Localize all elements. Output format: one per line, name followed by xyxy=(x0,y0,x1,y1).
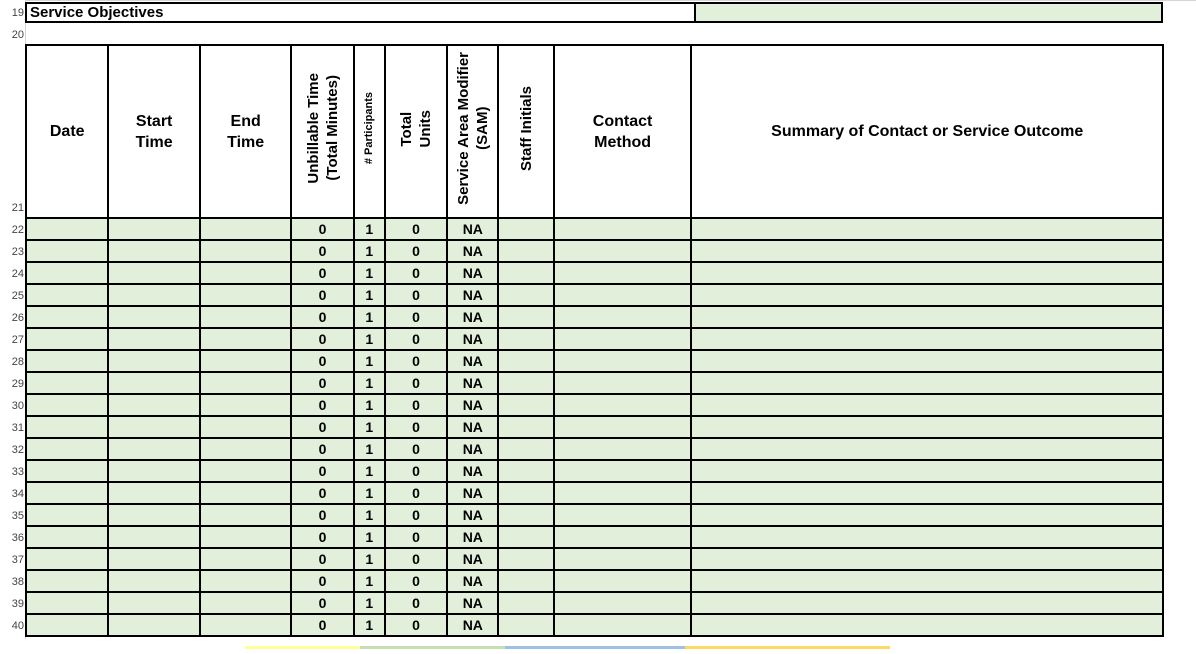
row-number[interactable]: 25 xyxy=(11,290,24,302)
cell-start[interactable] xyxy=(108,416,199,438)
cell-units[interactable]: 0 xyxy=(385,262,447,284)
service-objectives-title: Service Objectives xyxy=(30,4,164,21)
cell-units[interactable]: 0 xyxy=(385,504,447,526)
cell-sam[interactable]: NA xyxy=(447,306,498,328)
cell-participants[interactable]: 1 xyxy=(354,570,385,592)
header-row xyxy=(26,45,1163,218)
cell-staff[interactable] xyxy=(498,218,553,240)
cell-staff[interactable] xyxy=(498,262,553,284)
cell-participants[interactable]: 1 xyxy=(354,372,385,394)
col-header-date[interactable]: Date xyxy=(26,45,108,218)
cell-summary[interactable] xyxy=(691,548,1163,570)
cell-participants[interactable]: 1 xyxy=(354,240,385,262)
cell-unbillable[interactable]: 0 xyxy=(291,350,353,372)
table-row xyxy=(26,284,1163,306)
row-number[interactable]: 27 xyxy=(11,334,24,346)
cell-contact[interactable] xyxy=(554,240,692,262)
table-row xyxy=(26,350,1163,372)
cell-staff[interactable] xyxy=(498,240,553,262)
cell-date[interactable] xyxy=(26,372,108,394)
sheet-tab-color[interactable] xyxy=(245,646,360,649)
cell-sam[interactable]: NA xyxy=(447,526,498,548)
cell-date[interactable] xyxy=(26,526,108,548)
cell-unbillable[interactable]: 0 xyxy=(291,416,353,438)
cell-units[interactable]: 0 xyxy=(385,526,447,548)
cell-start[interactable] xyxy=(108,262,199,284)
cell-unbillable[interactable]: 0 xyxy=(291,262,353,284)
cell-start[interactable] xyxy=(108,614,199,636)
cell-contact[interactable] xyxy=(554,218,692,240)
row-number[interactable]: 22 xyxy=(11,224,24,236)
cell-sam[interactable]: NA xyxy=(447,328,498,350)
cell-date[interactable] xyxy=(26,592,108,614)
table-row xyxy=(26,526,1163,548)
cell-staff[interactable] xyxy=(498,284,553,306)
cell-contact[interactable] xyxy=(554,570,692,592)
cell-date[interactable] xyxy=(26,328,108,350)
cell-units[interactable]: 0 xyxy=(385,218,447,240)
row-number[interactable]: 35 xyxy=(11,510,24,522)
cell-end[interactable] xyxy=(200,218,291,240)
cell-start[interactable] xyxy=(108,306,199,328)
cell-sam[interactable]: NA xyxy=(447,350,498,372)
cell-participants[interactable]: 1 xyxy=(354,284,385,306)
cell-participants[interactable]: 1 xyxy=(354,504,385,526)
cell-contact[interactable] xyxy=(554,592,692,614)
cell-participants[interactable]: 1 xyxy=(354,526,385,548)
cell-staff[interactable] xyxy=(498,482,553,504)
cell-date[interactable] xyxy=(26,350,108,372)
cell-end[interactable] xyxy=(200,526,291,548)
cell-participants[interactable]: 1 xyxy=(354,328,385,350)
cell-date[interactable] xyxy=(26,548,108,570)
cell-contact[interactable] xyxy=(554,262,692,284)
col-header-unbillable-time[interactable]: Unbillable Time (Total Minutes) xyxy=(291,45,353,218)
table-row xyxy=(26,372,1163,394)
col-header-sam[interactable]: Service Area Modifier (SAM) xyxy=(447,45,498,218)
table-row xyxy=(26,482,1163,504)
row-number[interactable]: 37 xyxy=(11,554,24,566)
cell-end[interactable] xyxy=(200,284,291,306)
cell-end[interactable] xyxy=(200,504,291,526)
col-header-staff-initials[interactable]: Staff Initials xyxy=(498,45,553,218)
cell-unbillable[interactable]: 0 xyxy=(291,306,353,328)
cell-summary[interactable] xyxy=(691,526,1163,548)
cell-start[interactable] xyxy=(108,350,199,372)
service-objectives-input[interactable] xyxy=(694,2,1163,23)
cell-date[interactable] xyxy=(26,460,108,482)
row-number[interactable]: 26 xyxy=(11,312,24,324)
cell-date[interactable] xyxy=(26,240,108,262)
cell-date[interactable] xyxy=(26,284,108,306)
cell-staff[interactable] xyxy=(498,526,553,548)
sheet-tab-color[interactable] xyxy=(360,646,505,649)
cell-sam[interactable]: NA xyxy=(447,592,498,614)
row-number[interactable]: 40 xyxy=(11,620,24,632)
cell-unbillable[interactable]: 0 xyxy=(291,438,353,460)
cell-unbillable[interactable]: 0 xyxy=(291,614,353,636)
cell-date[interactable] xyxy=(26,438,108,460)
cell-units[interactable]: 0 xyxy=(385,350,447,372)
cell-summary[interactable] xyxy=(691,570,1163,592)
cell-start[interactable] xyxy=(108,504,199,526)
cell-participants[interactable]: 1 xyxy=(354,394,385,416)
cell-staff[interactable] xyxy=(498,570,553,592)
cell-units[interactable]: 0 xyxy=(385,240,447,262)
cell-start[interactable] xyxy=(108,372,199,394)
cell-contact[interactable] xyxy=(554,526,692,548)
row-number[interactable]: 30 xyxy=(11,400,24,412)
table-row xyxy=(26,416,1163,438)
cell-date[interactable] xyxy=(26,614,108,636)
cell-unbillable[interactable]: 0 xyxy=(291,482,353,504)
cell-contact[interactable] xyxy=(554,306,692,328)
cell-contact[interactable] xyxy=(554,504,692,526)
cell-start[interactable] xyxy=(108,482,199,504)
cell-unbillable[interactable]: 0 xyxy=(291,218,353,240)
cell-unbillable[interactable]: 0 xyxy=(291,570,353,592)
cell-sam[interactable]: NA xyxy=(447,504,498,526)
table-row xyxy=(26,504,1163,526)
cell-units[interactable]: 0 xyxy=(385,548,447,570)
row-number[interactable]: 31 xyxy=(11,422,24,434)
cell-staff[interactable] xyxy=(498,350,553,372)
cell-units[interactable]: 0 xyxy=(385,592,447,614)
cell-contact[interactable] xyxy=(554,394,692,416)
cell-summary[interactable] xyxy=(691,460,1163,482)
cell-end[interactable] xyxy=(200,482,291,504)
cell-start[interactable] xyxy=(108,240,199,262)
cell-staff[interactable] xyxy=(498,416,553,438)
cell-summary[interactable] xyxy=(691,284,1163,306)
cell-sam[interactable]: NA xyxy=(447,416,498,438)
cell-end[interactable] xyxy=(200,592,291,614)
table-row xyxy=(26,438,1163,460)
cell-sam[interactable]: NA xyxy=(447,614,498,636)
cell-sam[interactable]: NA xyxy=(447,284,498,306)
cell-units[interactable]: 0 xyxy=(385,570,447,592)
cell-units[interactable]: 0 xyxy=(385,416,447,438)
cell-staff[interactable] xyxy=(498,460,553,482)
gridline xyxy=(25,0,1196,1)
cell-participants[interactable]: 1 xyxy=(354,592,385,614)
cell-date[interactable] xyxy=(26,504,108,526)
cell-units[interactable]: 0 xyxy=(385,438,447,460)
cell-start[interactable] xyxy=(108,438,199,460)
cell-end[interactable] xyxy=(200,350,291,372)
cell-units[interactable]: 0 xyxy=(385,460,447,482)
cell-participants[interactable]: 1 xyxy=(354,416,385,438)
cell-summary[interactable] xyxy=(691,416,1163,438)
cell-sam[interactable]: NA xyxy=(447,570,498,592)
cell-contact[interactable] xyxy=(554,548,692,570)
cell-unbillable[interactable]: 0 xyxy=(291,328,353,350)
row-number[interactable]: 24 xyxy=(11,268,24,280)
cell-staff[interactable] xyxy=(498,372,553,394)
cell-unbillable[interactable]: 0 xyxy=(291,394,353,416)
col-header-contact-method[interactable]: Contact Method xyxy=(554,45,692,218)
cell-date[interactable] xyxy=(26,482,108,504)
cell-summary[interactable] xyxy=(691,262,1163,284)
cell-end[interactable] xyxy=(200,570,291,592)
cell-units[interactable]: 0 xyxy=(385,328,447,350)
cell-staff[interactable] xyxy=(498,592,553,614)
cell-participants[interactable]: 1 xyxy=(354,306,385,328)
row-number[interactable]: 21 xyxy=(11,202,24,214)
cell-date[interactable] xyxy=(26,394,108,416)
cell-units[interactable]: 0 xyxy=(385,394,447,416)
cell-sam[interactable]: NA xyxy=(447,438,498,460)
col-header-summary[interactable]: Summary of Contact or Service Outcome xyxy=(691,45,1163,218)
cell-end[interactable] xyxy=(200,548,291,570)
cell-staff[interactable] xyxy=(498,548,553,570)
cell-end[interactable] xyxy=(200,262,291,284)
cell-contact[interactable] xyxy=(554,416,692,438)
cell-contact[interactable] xyxy=(554,482,692,504)
table-row xyxy=(26,218,1163,240)
cell-date[interactable] xyxy=(26,262,108,284)
cell-participants[interactable]: 1 xyxy=(354,262,385,284)
cell-start[interactable] xyxy=(108,328,199,350)
col-header-total-units[interactable]: Total Units xyxy=(385,45,447,218)
cell-date[interactable] xyxy=(26,416,108,438)
cell-summary[interactable] xyxy=(691,504,1163,526)
table-row xyxy=(26,394,1163,416)
cell-summary[interactable] xyxy=(691,306,1163,328)
table-row xyxy=(26,262,1163,284)
table-row xyxy=(26,460,1163,482)
cell-contact[interactable] xyxy=(554,460,692,482)
row-number[interactable]: 34 xyxy=(11,488,24,500)
cell-end[interactable] xyxy=(200,328,291,350)
cell-start[interactable] xyxy=(108,592,199,614)
cell-participants[interactable]: 1 xyxy=(354,614,385,636)
cell-unbillable[interactable]: 0 xyxy=(291,526,353,548)
cell-summary[interactable] xyxy=(691,240,1163,262)
cell-participants[interactable]: 1 xyxy=(354,350,385,372)
cell-sam[interactable]: NA xyxy=(447,460,498,482)
row-number[interactable]: 36 xyxy=(11,532,24,544)
cell-participants[interactable]: 1 xyxy=(354,460,385,482)
row-number[interactable]: 20 xyxy=(11,29,24,41)
cell-units[interactable]: 0 xyxy=(385,614,447,636)
cell-start[interactable] xyxy=(108,548,199,570)
cell-contact[interactable] xyxy=(554,438,692,460)
sheet-tab-color[interactable] xyxy=(505,646,685,649)
cell-start[interactable] xyxy=(108,570,199,592)
cell-date[interactable] xyxy=(26,218,108,240)
row-number[interactable]: 19 xyxy=(11,7,24,19)
cell-unbillable[interactable]: 0 xyxy=(291,284,353,306)
table-row xyxy=(26,614,1163,636)
cell-unbillable[interactable]: 0 xyxy=(291,592,353,614)
cell-participants[interactable]: 1 xyxy=(354,438,385,460)
cell-sam[interactable]: NA xyxy=(447,240,498,262)
cell-unbillable[interactable]: 0 xyxy=(291,548,353,570)
table-row xyxy=(26,548,1163,570)
cell-end[interactable] xyxy=(200,614,291,636)
cell-summary[interactable] xyxy=(691,372,1163,394)
cell-staff[interactable] xyxy=(498,394,553,416)
cell-units[interactable]: 0 xyxy=(385,482,447,504)
cell-units[interactable]: 0 xyxy=(385,306,447,328)
cell-end[interactable] xyxy=(200,460,291,482)
cell-start[interactable] xyxy=(108,218,199,240)
cell-summary[interactable] xyxy=(691,592,1163,614)
cell-end[interactable] xyxy=(200,394,291,416)
table-row xyxy=(26,240,1163,262)
row-number[interactable]: 33 xyxy=(11,466,24,478)
cell-summary[interactable] xyxy=(691,482,1163,504)
cell-staff[interactable] xyxy=(498,614,553,636)
cell-participants[interactable]: 1 xyxy=(354,548,385,570)
cell-start[interactable] xyxy=(108,284,199,306)
cell-start[interactable] xyxy=(108,394,199,416)
cell-units[interactable]: 0 xyxy=(385,284,447,306)
cell-date[interactable] xyxy=(26,306,108,328)
table-row xyxy=(26,570,1163,592)
cell-summary[interactable] xyxy=(691,328,1163,350)
cell-unbillable[interactable]: 0 xyxy=(291,504,353,526)
table-row xyxy=(26,306,1163,328)
row-number[interactable]: 28 xyxy=(11,356,24,368)
cell-end[interactable] xyxy=(200,306,291,328)
cell-date[interactable] xyxy=(26,570,108,592)
sheet-tab-color[interactable] xyxy=(685,646,890,649)
cell-summary[interactable] xyxy=(691,394,1163,416)
cell-sam[interactable]: NA xyxy=(447,218,498,240)
cell-staff[interactable] xyxy=(498,504,553,526)
col-header-participants[interactable]: # Participants xyxy=(354,45,385,218)
service-log-table xyxy=(25,44,1164,637)
cell-staff[interactable] xyxy=(498,328,553,350)
cell-sam[interactable]: NA xyxy=(447,482,498,504)
cell-end[interactable] xyxy=(200,372,291,394)
row-number[interactable]: 23 xyxy=(11,246,24,258)
cell-sam[interactable]: NA xyxy=(447,372,498,394)
cell-sam[interactable]: NA xyxy=(447,548,498,570)
cell-unbillable[interactable]: 0 xyxy=(291,460,353,482)
cell-unbillable[interactable]: 0 xyxy=(291,240,353,262)
cell-sam[interactable]: NA xyxy=(447,262,498,284)
cell-units[interactable]: 0 xyxy=(385,372,447,394)
row-number[interactable]: 32 xyxy=(11,444,24,456)
cell-summary[interactable] xyxy=(691,218,1163,240)
cell-staff[interactable] xyxy=(498,438,553,460)
cell-contact[interactable] xyxy=(554,372,692,394)
table-row xyxy=(26,592,1163,614)
cell-contact[interactable] xyxy=(554,328,692,350)
cell-participants[interactable]: 1 xyxy=(354,218,385,240)
cell-contact[interactable] xyxy=(554,350,692,372)
row-number[interactable]: 39 xyxy=(11,598,24,610)
row-number[interactable]: 29 xyxy=(11,378,24,390)
table-row xyxy=(26,328,1163,350)
col-header-start-time[interactable]: Start Time xyxy=(108,45,199,218)
cell-summary[interactable] xyxy=(691,350,1163,372)
cell-summary[interactable] xyxy=(691,438,1163,460)
row-number[interactable]: 38 xyxy=(11,576,24,588)
cell-participants[interactable]: 1 xyxy=(354,482,385,504)
col-header-end-time[interactable]: End Time xyxy=(200,45,291,218)
cell-unbillable[interactable]: 0 xyxy=(291,372,353,394)
cell-start[interactable] xyxy=(108,526,199,548)
cell-staff[interactable] xyxy=(498,306,553,328)
cell-summary[interactable] xyxy=(691,614,1163,636)
cell-contact[interactable] xyxy=(554,614,692,636)
cell-sam[interactable]: NA xyxy=(447,394,498,416)
cell-end[interactable] xyxy=(200,240,291,262)
cell-contact[interactable] xyxy=(554,284,692,306)
cell-start[interactable] xyxy=(108,460,199,482)
cell-end[interactable] xyxy=(200,438,291,460)
cell-end[interactable] xyxy=(200,416,291,438)
